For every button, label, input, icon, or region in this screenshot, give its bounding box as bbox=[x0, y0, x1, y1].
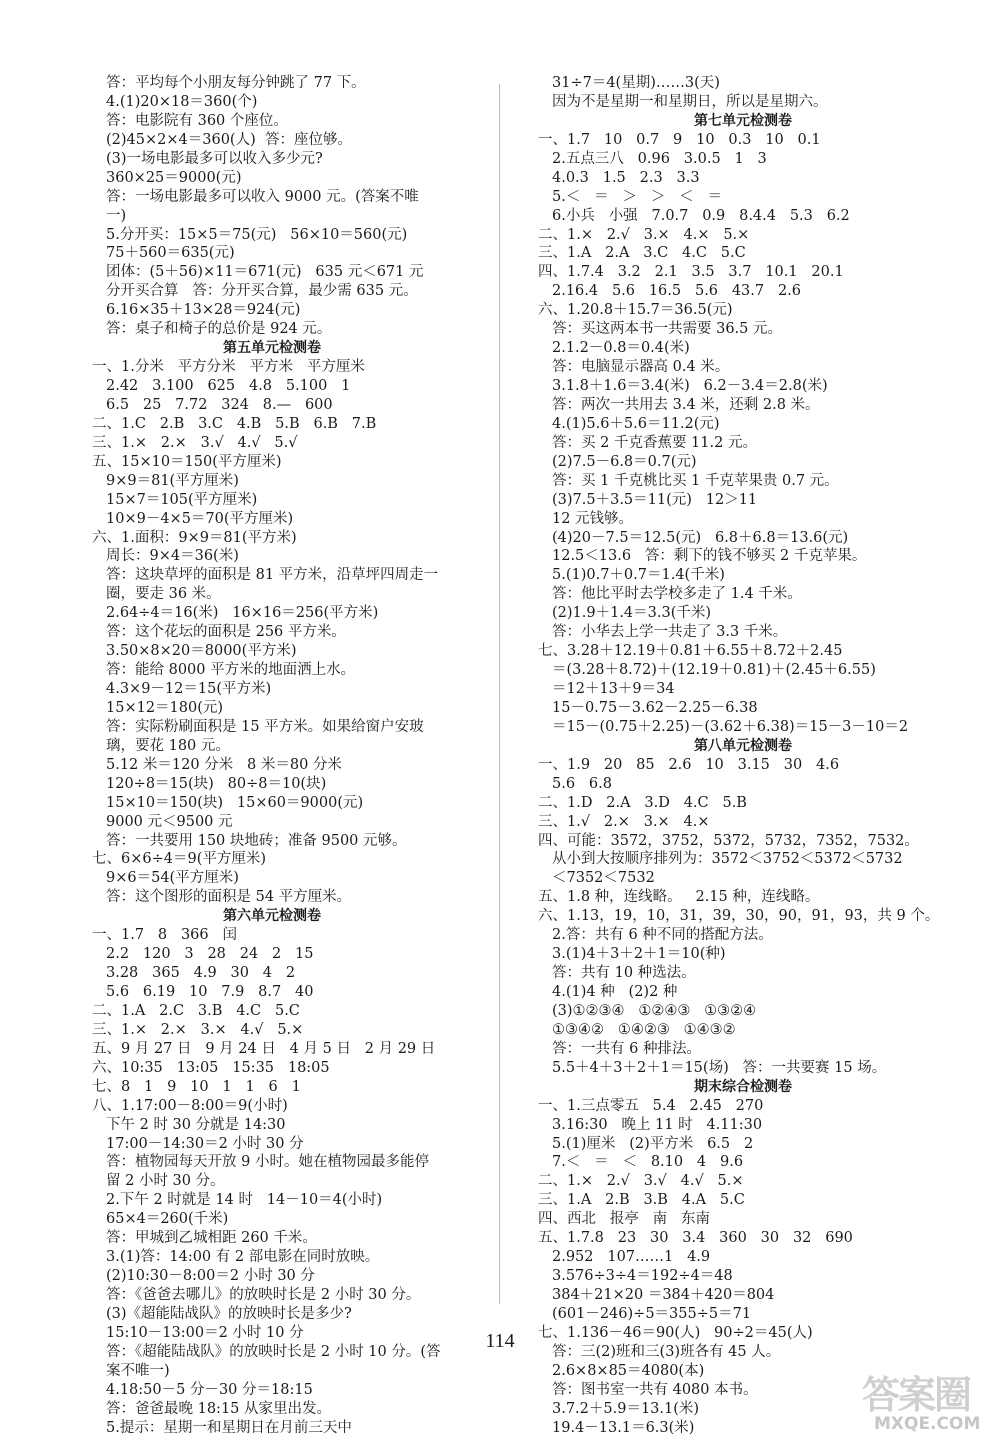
left-answer-line: 六、10:35 13:05 15:35 18:05 bbox=[92, 1059, 330, 1076]
right-answer-line: 七、3.28＋12.19＋0.81＋6.55＋8.72＋2.45 bbox=[538, 643, 843, 660]
right-answer-line: 19.4－13.1＝6.3(米) bbox=[552, 1419, 695, 1436]
left-section-heading: 第五单元检测卷 bbox=[223, 340, 321, 357]
left-answer-line: 分开买合算 答：分开买合算，最少需 635 元。 bbox=[106, 283, 418, 300]
right-answer-line: 3.(1)4＋3＋2＋1＝10(种) bbox=[552, 946, 726, 963]
right-answer-line: 从小到大按顺序排列为：3572＜3752＜5372＜5732 bbox=[552, 851, 903, 868]
right-answer-line: 5.(1)厘米 (2)平方米 6.5 2 bbox=[552, 1135, 754, 1152]
right-answer-line: 四、可能：3572，3752，5372，5732，7352，7532。 bbox=[538, 832, 919, 849]
right-answer-line: 六、1.20.8＋15.7＝36.5(元) bbox=[538, 302, 733, 319]
left-answer-line: 答：植物园每天开放 9 小时。她在植物园最多能停 bbox=[106, 1154, 429, 1171]
right-answer-line: ＝12＋13＋9＝34 bbox=[552, 681, 675, 697]
left-answer-line: 10×9－4×5＝70(平方厘米) bbox=[106, 510, 294, 527]
left-answer-line: 答：《超能陆战队》的放映时长是 2 小时 10 分。(答 bbox=[106, 1343, 441, 1360]
left-answer-line: 5.分开买：15×5＝75(元) 56×10＝560(元) bbox=[106, 226, 408, 243]
right-answer-line: 一、1.7 10 0.7 9 10 0.3 10 0.1 bbox=[538, 131, 821, 148]
right-answer-line: 2.6×8×85＝4080(本) bbox=[552, 1362, 705, 1379]
left-answer-line: 15×7＝105(平方厘米) bbox=[106, 491, 258, 508]
left-answer-line: 答：《爸爸去哪儿》的放映时长是 2 小时 30 分。 bbox=[106, 1287, 421, 1303]
right-answer-line: 二、1.× 2.√ 3.√ 4.√ 5.× bbox=[538, 1173, 744, 1190]
left-answer-line: 9×6＝54(平方厘米) bbox=[106, 870, 239, 887]
left-answer-line: 二、1.C 2.B 3.C 4.B 5.B 6.B 7.B bbox=[92, 415, 377, 432]
left-answer-line: 3.(1)答：14:00 有 2 部电影在同时放映。 bbox=[106, 1249, 380, 1266]
left-answer-line: 答：平均每个小朋友每分钟跳了 77 下。 bbox=[106, 75, 366, 91]
left-answer-line: 65×4＝260(千米) bbox=[106, 1211, 229, 1228]
right-answer-line: 2.答：共有 6 种不同的搭配方法。 bbox=[552, 927, 773, 944]
right-answer-line: 2.五点三八 0.96 3.0.5 1 3 bbox=[552, 150, 767, 167]
left-answer-line: 团体：(5＋56)×11＝671(元) 635 元＜671 元 bbox=[106, 264, 424, 281]
right-answer-line: 5.＜ ＝ ＞ ＞ ＜ ＝ bbox=[552, 188, 722, 205]
page-number: 114 bbox=[485, 1330, 515, 1352]
right-answer-line: 四、西北 报亭 南 东南 bbox=[538, 1211, 710, 1228]
right-answer-line: 2.1.2－0.8＝0.4(米) bbox=[552, 340, 690, 357]
watermark-logo-text: 答案圈 bbox=[862, 1373, 971, 1417]
right-answer-line: 答：共有 10 种选法。 bbox=[552, 965, 696, 982]
right-answer-line: (3)7.5＋3.5＝11(元) 12＞11 bbox=[552, 491, 758, 508]
right-answer-line: 答：他比平时去学校多走了 1.4 千米。 bbox=[552, 586, 802, 603]
right-answer-line: 答：电脑显示器高 0.4 米。 bbox=[552, 359, 730, 376]
left-answer-line: 5.12 米＝120 分米 8 米＝80 分米 bbox=[106, 756, 342, 773]
left-answer-line: 9000 元＜9500 元 bbox=[106, 813, 233, 830]
right-answer-line: 3.1.8＋1.6＝3.4(米) 6.2－3.4＝2.8(米) bbox=[552, 378, 828, 394]
left-answer-line: 答：这个图形的面积是 54 平方厘米。 bbox=[106, 889, 352, 906]
right-answer-line: 三、1.√ 2.× 3.× 4.× bbox=[538, 813, 710, 830]
right-answer-line: 4.(1)5.6＋5.6＝11.2(元) bbox=[552, 415, 720, 432]
left-answer-line: 答：一场电影最多可以收入 9000 元。(答案不唯 bbox=[106, 188, 419, 205]
right-answer-line: 七、1.136－46＝90(人) 90÷2＝45(人) bbox=[538, 1324, 813, 1341]
right-answer-line: 5.6 6.8 bbox=[552, 775, 612, 792]
right-answer-line: 三、1.A 2.B 3.B 4.A 5.C bbox=[538, 1192, 745, 1209]
right-section-heading: 期末综合检测卷 bbox=[694, 1078, 792, 1095]
left-answer-line: 360×25＝9000(元) bbox=[106, 169, 242, 186]
watermark-logo bbox=[862, 1364, 990, 1444]
left-answer-line: (3)一场电影最多可以收入多少元? bbox=[106, 150, 323, 167]
right-answer-line: 四、1.7.4 3.2 2.1 3.5 3.7 10.1 20.1 bbox=[538, 264, 844, 281]
left-answer-line: 3.50×8×20＝8000(平方米) bbox=[106, 643, 297, 660]
left-answer-line: 圈，要走 36 米。 bbox=[106, 586, 221, 603]
left-answer-line: 15×12＝180(元) bbox=[106, 699, 224, 716]
right-answer-line: 4.0.3 1.5 2.3 3.3 bbox=[552, 169, 700, 186]
right-answer-line: 答：买 2 千克香蕉要 11.2 元。 bbox=[552, 434, 757, 451]
left-answer-line: 留 2 小时 30 分。 bbox=[106, 1173, 225, 1190]
left-answer-line: 3.28 365 4.9 30 4 2 bbox=[106, 965, 296, 982]
left-answer-line: 案不唯一) bbox=[106, 1362, 170, 1379]
left-answer-line: 4.18:50－5 分－30 分＝18:15 bbox=[106, 1381, 313, 1398]
right-answer-line: 五、1.7.8 23 30 3.4 360 30 32 690 bbox=[538, 1230, 853, 1247]
left-answer-line: 5.提示：星期一和星期日在月前三天中 bbox=[106, 1419, 352, 1436]
left-answer-line: 下午 2 时 30 分就是 14:30 bbox=[106, 1116, 286, 1133]
right-answer-line: 六、1.13，19，10，31，39，30，90，91，93，共 9 个。 bbox=[538, 908, 940, 925]
right-answer-line: 15－0.75－3.62－2.25－6.38 bbox=[552, 699, 758, 716]
left-answer-line: 六、1.面积：9×9＝81(平方米) bbox=[92, 529, 297, 546]
left-answer-line: (3)《超能陆战队》的放映时长是多少? bbox=[106, 1305, 352, 1322]
right-answer-line: 5.5＋4＋3＋2＋1＝15(场) 答：一共要赛 15 场。 bbox=[552, 1059, 887, 1076]
right-answer-line: 4.(1)4 种 (2)2 种 bbox=[552, 984, 678, 1000]
right-answer-line: 384＋21×20 ＝384＋420＝804 bbox=[552, 1287, 775, 1303]
left-answer-line: 一) bbox=[106, 207, 127, 224]
right-answer-line: 二、1.× 2.√ 3.× 4.× 5.× bbox=[538, 226, 750, 243]
left-answer-line: 周长：9×4＝36(米) bbox=[106, 548, 239, 565]
left-answer-line: 答：能给 8000 平方米的地面洒上水。 bbox=[106, 662, 356, 679]
left-answer-line: 答：这个花坛的面积是 256 平方米。 bbox=[106, 624, 346, 641]
right-answer-line: 12.5＜13.6 答：剩下的钱不够买 2 千克苹果。 bbox=[552, 548, 867, 565]
right-answer-line: 3.16:30 晚上 11 时 4.11:30 bbox=[552, 1116, 763, 1133]
left-answer-column bbox=[92, 74, 492, 1438]
right-answer-line: 三、1.A 2.A 3.C 4.C 5.C bbox=[538, 245, 746, 262]
right-answer-line: 答：一共有 6 种排法。 bbox=[552, 1040, 701, 1057]
right-answer-line: 7.＜ ＝ ＜ 8.10 4 9.6 bbox=[552, 1154, 744, 1171]
left-answer-line: 三、1.× 2.× 3.√ 4.√ 5.√ bbox=[92, 434, 298, 451]
column-divider bbox=[499, 84, 500, 1304]
right-answer-line: 答：三(2)班和三(3)班各有 45 人。 bbox=[552, 1343, 781, 1360]
left-answer-line: 答：实际粉刷面积是 15 平方米。如果给窗户安玻 bbox=[106, 718, 424, 735]
left-answer-line: 答：一共要用 150 块地砖；准备 9500 元够。 bbox=[106, 832, 407, 849]
left-answer-line: 75＋560＝635(元) bbox=[106, 245, 235, 262]
right-answer-line: 3.576÷3÷4＝192÷4＝48 bbox=[552, 1268, 733, 1285]
left-answer-line: (2)10:30－8:00＝2 小时 30 分 bbox=[106, 1268, 315, 1285]
left-answer-line: 一、1.7 8 366 闰 bbox=[92, 927, 237, 944]
left-answer-line: 5.6 6.19 10 7.9 8.7 40 bbox=[106, 984, 314, 1000]
left-answer-line: 璃，要花 180 元。 bbox=[106, 737, 230, 754]
left-answer-line: 七、8 1 9 10 1 1 6 1 bbox=[92, 1078, 301, 1095]
right-answer-line: 二、1.D 2.A 3.D 4.C 5.B bbox=[538, 794, 747, 811]
right-answer-line: ＜7352＜7532 bbox=[552, 870, 655, 887]
right-answer-line: 2.16.4 5.6 16.5 5.6 43.7 2.6 bbox=[552, 283, 802, 300]
right-answer-line: ＝(3.28＋8.72)＋(12.19＋0.81)＋(2.45＋6.55) bbox=[552, 662, 876, 679]
right-answer-line: 5.(1)0.7＋0.7＝1.4(千米) bbox=[552, 567, 725, 584]
right-answer-line: (3)①②③④ ①②④③ ①③②④ bbox=[552, 1002, 757, 1019]
right-answer-line: 答：买 1 千克桃比买 1 千克苹果贵 0.7 元。 bbox=[552, 472, 839, 489]
right-answer-line: ①③④② ①④②③ ①④③② bbox=[552, 1021, 736, 1038]
left-answer-line: 2.2 120 3 28 24 2 15 bbox=[106, 946, 314, 963]
watermark-url: MXQE.COM bbox=[874, 1414, 981, 1434]
right-answer-column bbox=[538, 74, 958, 1438]
right-section-heading: 第八单元检测卷 bbox=[694, 737, 792, 754]
right-answer-line: 31÷7＝4(星期)……3(天) bbox=[552, 75, 720, 91]
left-answer-line: 八、1.17:00－8:00＝9(小时) bbox=[92, 1097, 288, 1114]
right-answer-line: 3.7.2＋5.9＝13.1(米) bbox=[552, 1400, 700, 1417]
left-answer-line: 答：这块草坪的面积是 81 平方米，沿草坪四周走一 bbox=[106, 567, 439, 584]
left-answer-line: 五、9 月 27 日 9 月 24 日 4 月 5 日 2 月 29 日 bbox=[92, 1040, 436, 1057]
right-answer-line: 五、1.8 种，连线略。 2.15 种，连线略。 bbox=[538, 889, 820, 906]
right-answer-line: 答：图书室一共有 4080 本书。 bbox=[552, 1381, 758, 1398]
right-answer-line: 答：小华去上学一共走了 3.3 千米。 bbox=[552, 624, 788, 641]
left-answer-line: 17:00－14:30＝2 小时 30 分 bbox=[106, 1135, 304, 1152]
left-answer-line: 6.16×35＋13×28＝924(元) bbox=[106, 302, 301, 319]
left-answer-line: 答：甲城到乙城相距 260 千米。 bbox=[106, 1230, 317, 1247]
right-answer-line: 一、1.三点零五 5.4 2.45 270 bbox=[538, 1097, 764, 1114]
right-answer-line: 一、1.9 20 85 2.6 10 3.15 30 4.6 bbox=[538, 756, 840, 773]
right-answer-line: 12 元钱够。 bbox=[552, 510, 634, 527]
right-answer-line: 因为不是星期一和星期日，所以是星期六。 bbox=[552, 93, 828, 110]
left-answer-line: 七、6×6÷4＝9(平方厘米) bbox=[92, 851, 267, 868]
left-answer-line: 15×10＝150(块) 15×60＝9000(元) bbox=[106, 794, 364, 811]
right-answer-line: (601－246)÷5＝355÷5＝71 bbox=[552, 1305, 752, 1322]
left-answer-line: (2)45×2×4＝360(人) 答：座位够。 bbox=[106, 131, 352, 148]
right-answer-line: 答：买这两本书一共需要 36.5 元。 bbox=[552, 321, 783, 338]
left-answer-line: 2.64÷4＝16(米) 16×16＝256(平方米) bbox=[106, 605, 379, 622]
left-answer-line: 答：电影院有 360 个座位。 bbox=[106, 112, 288, 129]
left-answer-line: 2.42 3.100 625 4.8 5.100 1 bbox=[106, 378, 351, 394]
left-answer-line: 一、1.分米 平方分米 平方米 平方厘米 bbox=[92, 359, 365, 376]
left-answer-line: 二、1.A 2.C 3.B 4.C 5.C bbox=[92, 1002, 300, 1019]
left-section-heading: 第六单元检测卷 bbox=[223, 908, 321, 925]
left-answer-line: 答：爸爸最晚 18:15 从家里出发。 bbox=[106, 1400, 332, 1417]
right-answer-line: (2)7.5－6.8＝0.7(元) bbox=[552, 453, 697, 470]
left-answer-line: 五、15×10＝150(平方厘米) bbox=[92, 453, 282, 470]
right-answer-line: (4)20－7.5＝12.5(元) 6.8＋6.8＝13.6(元) bbox=[552, 529, 849, 546]
right-answer-line: ＝15－(0.75＋2.25)－(3.62＋6.38)＝15－3－10＝2 bbox=[552, 718, 909, 735]
left-answer-line: 9×9＝81(平方厘米) bbox=[106, 472, 239, 489]
left-answer-line: 15:10－13:00＝2 小时 10 分 bbox=[106, 1324, 304, 1341]
right-answer-line: (2)1.9＋1.4＝3.3(千米) bbox=[552, 605, 712, 622]
left-answer-line: 4.(1)20×18＝360(个) bbox=[106, 93, 258, 110]
left-answer-line: 2.下午 2 时就是 14 时 14－10＝4(小时) bbox=[106, 1192, 383, 1209]
right-answer-line: 6.小兵 小强 7.0.7 0.9 8.4.4 5.3 6.2 bbox=[552, 207, 850, 224]
right-answer-line: 2.952 107……1 4.9 bbox=[552, 1249, 711, 1266]
left-answer-line: 答：桌子和椅子的总价是 924 元。 bbox=[106, 321, 332, 338]
left-answer-line: 6.5 25 7.72 324 8.— 600 bbox=[106, 396, 333, 413]
left-answer-line: 120÷8＝15(块) 80÷8＝10(块) bbox=[106, 775, 327, 792]
left-answer-line: 4.3×9－12＝15(平方米) bbox=[106, 681, 272, 697]
right-answer-line: 答：两次一共用去 3.4 米，还剩 2.8 米。 bbox=[552, 396, 820, 413]
right-section-heading: 第七单元检测卷 bbox=[694, 112, 792, 129]
left-answer-line: 三、1.× 2.× 3.× 4.√ 5.× bbox=[92, 1021, 304, 1038]
